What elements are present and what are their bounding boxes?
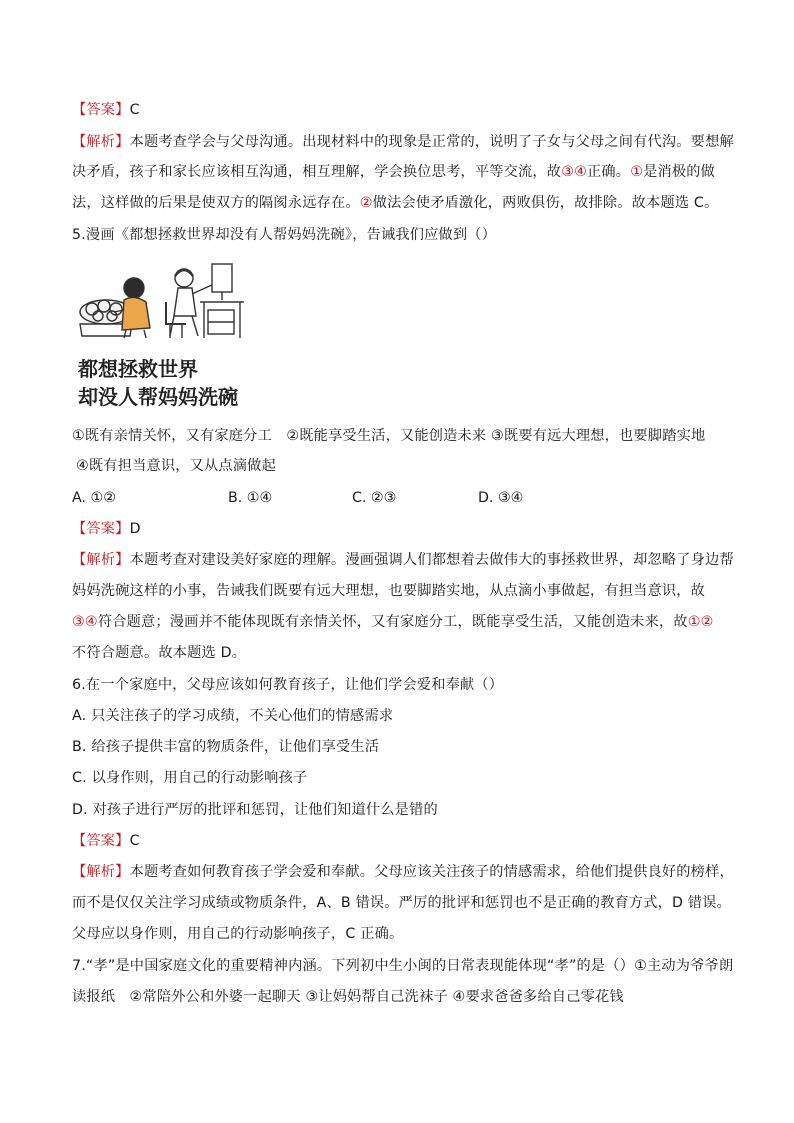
analysis-label: 【解析】 xyxy=(72,864,130,880)
cartoon-caption-1: 都想拯救世界 xyxy=(78,357,198,381)
analysis-label: 【解析】 xyxy=(72,134,130,150)
q6-analysis-line-3: 父母应以身作则，用自己的行动影响孩子，C 正确。 xyxy=(72,926,404,942)
q4-analysis-line-2 xyxy=(72,161,722,183)
q4-analysis-line-3 xyxy=(72,192,722,214)
q5-option-b: B. ①④ xyxy=(228,490,273,506)
q6-option-b: B. 给孩子提供丰富的物质条件，让他们享受生活 xyxy=(72,739,380,755)
answer-label: 【答案】 xyxy=(72,521,130,537)
q6-analysis-line-1 xyxy=(72,861,734,883)
analysis-text: 正确。 xyxy=(587,164,631,180)
analysis-text: 是消极的做 xyxy=(643,164,716,180)
answer-label: 【答案】 xyxy=(72,833,130,849)
cartoon-image xyxy=(74,254,250,414)
q7-stem-line-1: 7.“孝”是中国家庭文化的重要精神内涵。下列初中生小闽的日常表现能体现“孝”的是（）①主动为爷爷朗 xyxy=(72,958,734,974)
q6-option-d: D. 对孩子进行严厉的批评和惩罚，让他们知道什么是错的 xyxy=(72,802,438,818)
q5-analysis-line-2: 妈妈洗碗这样的小事，告诫我们既要有远大理想，也要脚踏实地，从点滴小事做起，有担当意识，故 xyxy=(72,583,706,599)
analysis-text: 做法会使矛盾激化，两败俱伤，故排除。故本题选 C。 xyxy=(372,195,719,211)
highlight-numbers: ③④ xyxy=(561,164,588,180)
q5-analysis-line-1 xyxy=(72,549,734,571)
answer-value: C xyxy=(129,833,140,849)
analysis-text: 符合题意；漫画并不能体现既有亲情关怀，又有家庭分工，既能享受生活，又能创造未来，故 xyxy=(97,614,688,630)
answer-label: 【答案】 xyxy=(72,102,130,118)
highlight-numbers: ①② xyxy=(687,614,714,630)
cartoon-drawing xyxy=(74,254,250,414)
q5-stem: 5.漫画《都想拯救世界却没有人帮妈妈洗碗》，告诫我们应做到（） xyxy=(72,227,497,243)
cartoon-caption-2: 却没人帮妈妈洗碗 xyxy=(78,385,238,409)
q5-analysis-line-3 xyxy=(72,611,722,633)
highlight-numbers: ③④ xyxy=(72,614,98,630)
analysis-text: 本题考查学会与父母沟通。出现材料中的现象是正常的，说明了子女与父母之间有代沟。要想解 xyxy=(129,134,734,150)
q6-stem: 6.在一个家庭中，父母应该如何教育孩子，让他们学会爱和奉献（） xyxy=(72,677,504,693)
q5-analysis-line-4: 不符合题意。故本题选 D。 xyxy=(72,645,247,661)
analysis-label: 【解析】 xyxy=(72,552,130,568)
answer-value: D xyxy=(129,521,141,537)
q5-option-d: D. ③④ xyxy=(478,490,524,506)
answer-value: C xyxy=(129,102,140,118)
analysis-text: 法，这样做的后果是使双方的隔阂永远存在。 xyxy=(72,195,360,211)
q5-option-a: A. ①② xyxy=(72,490,116,506)
q5-option-c: C. ②③ xyxy=(352,490,397,506)
q6-answer xyxy=(72,830,722,852)
highlight-numbers: ② xyxy=(359,195,373,211)
analysis-text: 决矛盾，孩子和家长应该相互沟通，相互理解，学会换位思考，平等交流，故 xyxy=(72,164,562,180)
q5-statements-line-2: ④既有担当意识，又从点滴做起 xyxy=(76,458,276,474)
analysis-text: 本题考查对建设美好家庭的理解。漫画强调人们都想着去做伟大的事拯救世界，却忽略了身边帮 xyxy=(129,552,734,568)
q6-option-a: A. 只关注孩子的学习成绩，不关心他们的情感需求 xyxy=(72,708,394,724)
q4-answer xyxy=(72,99,722,121)
highlight-numbers: ① xyxy=(630,164,644,180)
q6-analysis-line-2: 而不是仅仅关注学习成绩或物质条件，A、B 错误。严厉的批评和惩罚也不是正确的教育方式，D 错误。 xyxy=(72,895,732,911)
q7-stem-line-2: 读报纸 ②常陪外公和外婆一起聊天 ③让妈妈帮自己洗袜子 ④要求爸爸多给自己零花钱 xyxy=(72,989,624,1005)
q5-answer xyxy=(72,518,722,540)
q5-statements-line-1: ①既有亲情关怀，又有家庭分工 ②既能享受生活，又能创造未来 ③既要有远大理想，也要脚踏实地 xyxy=(72,428,706,444)
q6-option-c: C. 以身作则，用自己的行动影响孩子 xyxy=(72,770,308,786)
q4-analysis-line-1 xyxy=(72,131,734,153)
analysis-text: 本题考查如何教育孩子学会爱和奉献。父母应该关注孩子的情感需求，给他们提供良好的榜样， xyxy=(129,864,734,880)
